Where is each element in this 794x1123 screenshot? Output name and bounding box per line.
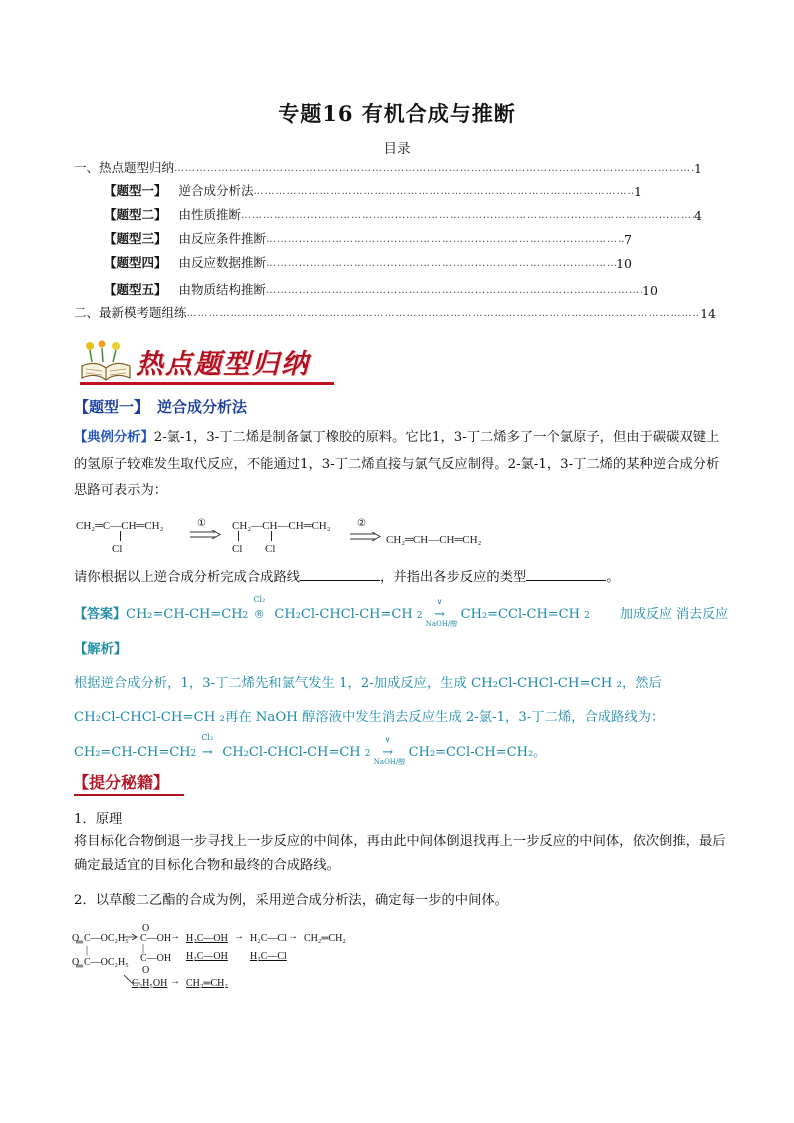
retro-arrow-icon bbox=[190, 530, 222, 540]
toc-page-number: 7 bbox=[624, 232, 632, 247]
toc-item-tag: 【题型二】 bbox=[104, 207, 167, 222]
toc-item-label: 由反应数据推断 bbox=[178, 255, 267, 270]
reaction-arrow-icon: ∨ → NaOH/醇 bbox=[373, 735, 406, 766]
tips-principle-text: 将目标化合物倒退一步寻找上一步反应的中间体，再由此中间体倒退找再上一步反应的中间体，依次倒推，最后确定最适宜的目标化合物和最终的合成路线。 bbox=[74, 834, 726, 873]
molecule-target: CH₂═C—CH═CH₂ bbox=[76, 520, 164, 532]
ethanol: C₂H₅OH bbox=[132, 978, 168, 989]
toc-item-tag: 【题型五】 bbox=[104, 282, 167, 297]
toc-item[interactable] bbox=[104, 229, 632, 247]
molecule-target-cl: Cl bbox=[112, 543, 123, 555]
banner-underline bbox=[80, 382, 334, 385]
toc-heading: 目录 bbox=[383, 141, 411, 157]
answer-line: 【答案】CH₂=CH-CH=CH2 Cl₂ ® CH₂Cl-CHCl-CH=CH 2 ∨ → NaOH/醇 CH₂=CCl-CH=CH 2 加成反应 消去反应 bbox=[74, 595, 729, 628]
section-banner bbox=[76, 338, 334, 388]
toc-item[interactable] bbox=[104, 205, 702, 223]
molecule-intermediate-cl2: Cl bbox=[265, 543, 276, 555]
toc-item[interactable] bbox=[104, 181, 642, 199]
toc-item[interactable] bbox=[104, 280, 658, 298]
toc-item[interactable] bbox=[74, 158, 702, 176]
retro-arrow-icon bbox=[350, 532, 382, 542]
section-heading bbox=[74, 396, 247, 417]
molecule-start: CH₂═CH—CH═CH₂ bbox=[386, 534, 482, 546]
book-icon bbox=[76, 338, 136, 384]
reaction-arrow-icon: ∨ → NaOH/醇 bbox=[425, 597, 458, 628]
example-text: 2-氯-1，3-丁二烯是制备氯丁橡胶的原料。它比1，3-丁二烯多了一个氯原子，但由于碳碳双键上的氢原子较难发生取代反应，不能通过1，3-丁二烯直接与氯气反应制得。2-氯-1，3-丁二烯的某种逆合成分析思路可表示为： bbox=[74, 430, 720, 498]
toc-item-tag: 【题型一】 bbox=[104, 183, 167, 198]
toc-page-number: 1 bbox=[634, 184, 642, 199]
tips-example-title: 2．以草酸二乙酯的合成为例，采用逆合成分析法，确定每一步的中间体。 bbox=[74, 893, 508, 908]
toc-page-number: 4 bbox=[694, 208, 702, 223]
ester-bottom: C—OC₂H₅ bbox=[84, 957, 129, 968]
toc-item-label: 由物质结构推断 bbox=[178, 282, 267, 297]
dichloro-bottom: H₂C—Cl bbox=[250, 951, 287, 962]
step-1-label: ① bbox=[197, 518, 206, 529]
banner-text: 热点题型归纳 bbox=[136, 349, 310, 380]
dichloro-top: H₂C—Cl bbox=[250, 933, 287, 944]
tips-principle-title: 1．原理 bbox=[74, 812, 123, 827]
example-tag: 【典例分析】 bbox=[74, 430, 154, 445]
toc-page-number: 1 bbox=[694, 161, 702, 176]
toc-page-number: 14 bbox=[700, 306, 716, 321]
toc-leader-dots bbox=[266, 233, 624, 247]
section-name: 逆合成分析法 bbox=[157, 398, 248, 416]
branch-arrow-icon bbox=[122, 925, 142, 985]
toc-page-number: 10 bbox=[616, 256, 632, 271]
answer-tag: 【答案】 bbox=[74, 607, 127, 622]
toc-item[interactable] bbox=[74, 303, 716, 321]
analysis-line-2: CH₂Cl-CHCl-CH=CH ₂再在 NaOH 醇溶液中发生消去反应生成 2-氯-1，3-丁二烯，合成路线为： bbox=[74, 710, 665, 725]
ethylene-2: CH₂═CH₂ bbox=[186, 978, 228, 989]
page-title: 专题16 有机合成与推断 bbox=[278, 101, 516, 126]
answer-reaction-types: 加成反应 消去反应 bbox=[619, 607, 729, 622]
toc-item-label: 由性质推断 bbox=[178, 207, 242, 222]
reaction-arrow-icon: Cl₂ ® bbox=[253, 595, 266, 621]
analysis-tag: 【解析】 bbox=[74, 642, 128, 657]
analysis-line-3: CH₂=CH-CH=CH2 Cl₂ → CH₂Cl-CHCl-CH=CH 2 ∨ → NaOH/醇 CH₂=CCl-CH=CH₂。 bbox=[74, 733, 547, 766]
toc-item-tag: 【题型四】 bbox=[104, 255, 167, 270]
acid-top: C—OH bbox=[140, 933, 172, 944]
reaction-arrow-icon: Cl₂ → bbox=[201, 733, 214, 760]
molecule-intermediate-cl1: Cl bbox=[232, 543, 243, 555]
toc-leader-dots bbox=[174, 162, 694, 176]
answer-blank-1[interactable] bbox=[300, 567, 380, 581]
toc-leader-dots bbox=[187, 307, 701, 321]
toc-leader-dots bbox=[266, 284, 642, 298]
answer-blank-2[interactable] bbox=[526, 567, 606, 581]
question-line: 请你根据以上逆合成分析完成合成路线 ，并指出各步反应的类型 。 bbox=[74, 566, 620, 585]
tips-underline bbox=[74, 794, 184, 796]
example-paragraph bbox=[74, 425, 724, 505]
tips-heading: 【提分秘籍】 bbox=[73, 773, 170, 792]
oxalate-scheme: O ═ C—OC₂H₅ | C—OC₂H₅ O ═ O C—OH | C—OH O → H₂C—OH H₂C—OH → H₂C—Cl H₂C—Cl → CH₂═CH₂ C₂H₅OH → CH₂═CH₂ bbox=[72, 923, 346, 989]
molecule-intermediate: CH₂—CH—CH═CH₂ bbox=[232, 520, 331, 532]
toc-leader-dots bbox=[254, 185, 635, 199]
glycol-bottom: H₂C—OH bbox=[186, 951, 228, 962]
glycol-top: H₂C—OH bbox=[186, 933, 228, 944]
toc-leader-dots bbox=[266, 257, 616, 271]
toc-leader-dots bbox=[241, 209, 694, 223]
section-tag: 【题型一】 bbox=[74, 398, 150, 416]
toc-item-label: 二、最新模考题组练 bbox=[74, 305, 187, 320]
analysis-line-1: 根据逆合成分析，1，3-丁二烯先和氯气发生 1，2-加成反应，生成 CH₂Cl-CHCl-CH=CH ₂，然后 bbox=[74, 676, 662, 691]
toc-page-number: 10 bbox=[642, 283, 658, 298]
toc-item-label: 由反应条件推断 bbox=[178, 231, 267, 246]
acid-bottom: C—OH bbox=[140, 953, 172, 964]
ester-top: C—OC₂H₅ bbox=[84, 933, 129, 944]
step-2-label: ② bbox=[357, 518, 366, 529]
toc-item-label: 逆合成分析法 bbox=[178, 183, 254, 198]
toc-item[interactable] bbox=[104, 253, 632, 271]
toc-item-tag: 【题型三】 bbox=[104, 231, 167, 246]
ethylene: CH₂═CH₂ bbox=[304, 933, 346, 944]
toc-item-label: 一、热点题型归纳 bbox=[74, 160, 175, 175]
